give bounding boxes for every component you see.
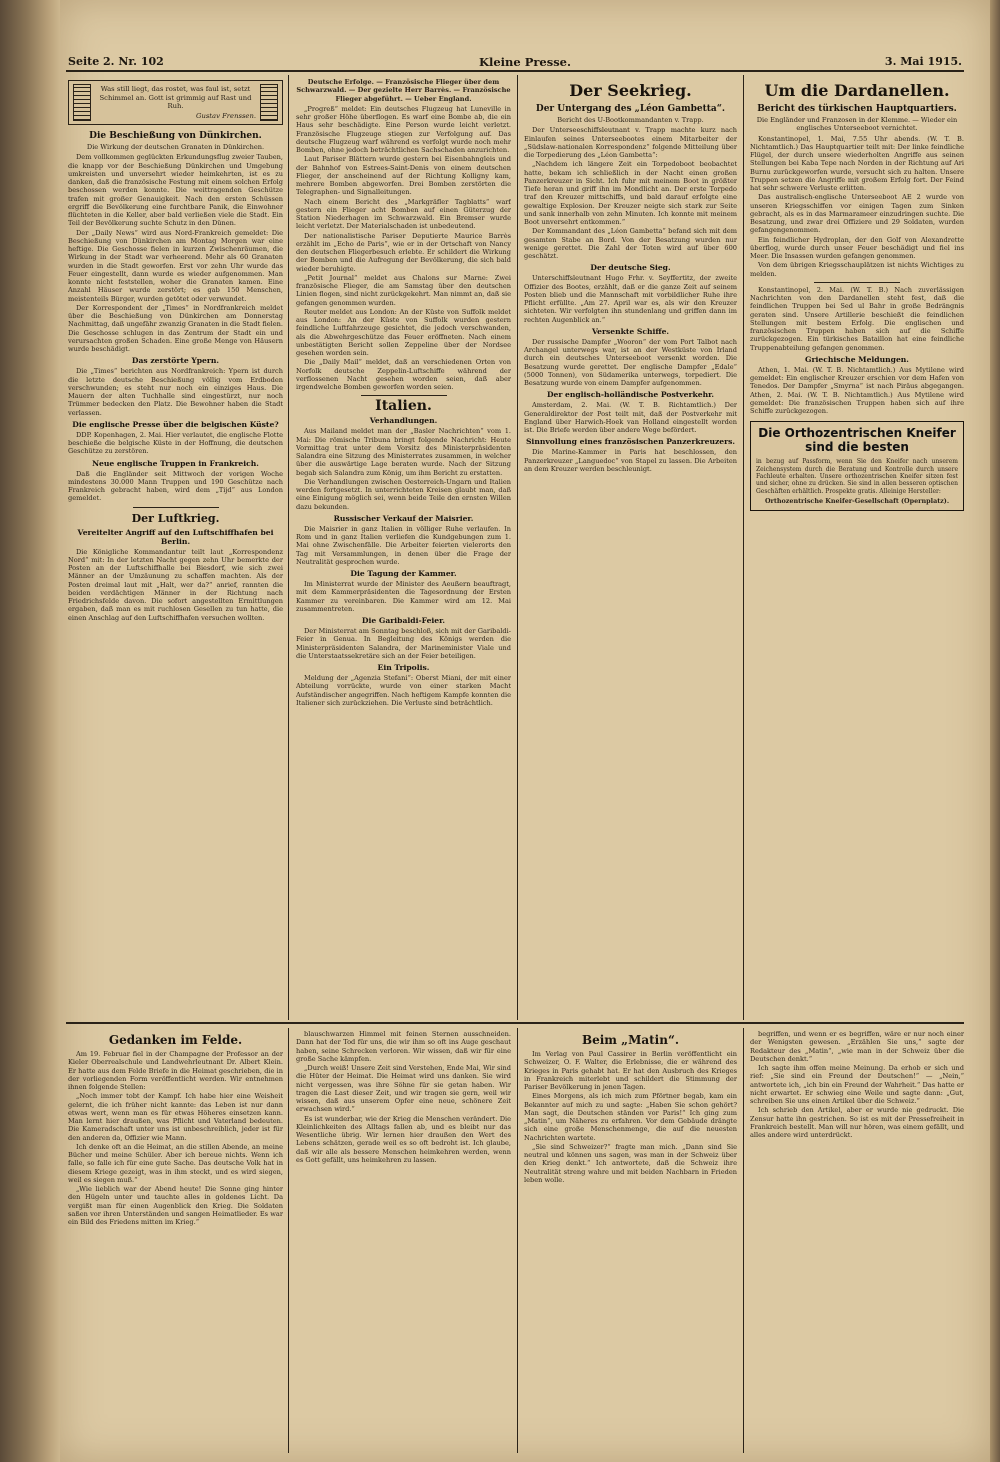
header-rule — [66, 70, 964, 72]
article-paragraph: Ein feindlicher Hydroplan, der den Golf von Alexandrette überflog, wurde durch unser Feuer beschädigt und fiel ins Meer. Die Insassen wurden gefangen genommen. — [750, 235, 964, 260]
newspaper-page — [60, 0, 990, 1462]
subheading: Sinnvollung eines französischen Panzerkreuzers. — [525, 437, 736, 447]
article-paragraph: „Progreß“ meldet: Ein deutsches Flugzeug hat Luneville in sehr großer Höhe überflogen. Es warf eine Bombe ab, die ein Haus sehr beschädigte. Eine Person wurde leicht verletzt. Französische Flugzeuge stiegen zur Verfolgung auf. Das deutsche Flugzeug warf während es verfolgt wurde noch mehr Bomben, ohne jedoch beträchtlichen Sachschaden anzurichten. — [296, 104, 511, 154]
feuilleton-title: Beim „Matin“. — [581, 1033, 680, 1047]
article-byline: Bericht des U-Bootkommandanten v. Trapp. — [557, 116, 704, 124]
article-paragraph: Die Marine-Kammer in Paris hat beschlossen, den Panzerkreuzer „Languedoc“ von Stapel zu lassen. Die Arbeiten an dem Kreuzer werden beschleunigt. — [524, 448, 737, 473]
article-paragraph: Laut Pariser Blättern wurde gestern bei Eisenbahngleis und der Bahnhof von Estrees-Saint-Denis von einem deutschen Flieger, der anscheinend auf der Richtung Kolligny kam, mehrere Bomben abgeworfen. Drei Bomben zerstörten die Telegraphen- und Signalleitungen. — [296, 155, 511, 197]
bottom-column-4 — [750, 1030, 964, 1455]
column-rule — [743, 75, 744, 1020]
article-paragraph: „Noch immer tobt der Kampf. Ich habe hier eine Weisheit gelernt, die ich früher nicht kannte: das Leben ist nur dann etwas wert, wenn man es für etwas Höheres einsetzen kann. Man lernt hier draußen, was Pflicht und Vaterland bedeuten. Die Kameradschaft unter uns ist unbeschreiblich, jeder ist für den anderen da, Offizier wie Mann. — [68, 1092, 283, 1142]
summary-line: Deutsche Erfolge. — Französische Flieger über dem Schwarzwald. — Der gezielte Herr Barrès. — Französische Flieger abgeführt. — Ueber England. — [296, 78, 511, 103]
article-paragraph: „Durch weiß! Unsere Zeit sind Verstehen, Ende Mai, Wir sind die Hüter der Heimat. Die Heimat wird uns danken. Sie wird nicht vergessen, was ihre Söhne für sie getan haben. Wir tragen die Last dieser Zeit, und wir tragen sie gern, weil wir wissen, daß aus unserem Opfer eine neue, schönere Zeit erwachsen wird.“ — [296, 1064, 511, 1114]
subheading: Die englische Presse über die belgischen Küste? — [72, 419, 279, 429]
article-paragraph: DDP. Kopenhagen, 2. Mai. Hier verlautet, die englische Flotte beschieße die belgische Küste in der Hoffnung, die deutschen Geschütze zu zerstören. — [68, 430, 283, 456]
subheading: Der deutsche Sieg. — [590, 263, 671, 273]
poem-author: Gustav Frenssen. — [196, 111, 256, 120]
article-paragraph: Dem vollkommen geglückten Erkundungsflug zweier Tauben, die knapp vor der Beschießung Dünkirchen und Umgebung umkreisten und unversehrt wieder heimkehrten, ist es zu danken, daß die französische Festung mit einem solchen Erfolg beschossen werden konnte. Die weittragenden Geschütze trafen mit großer Genauigkeit. Nach den ersten Schüssen ergriff die Bevölkerung eine furchtbare Panik, die Einwohner flüchteten in die Keller, aber bald verließen viele die Stadt. Ein Teil der Bevölkerung suchte Schutz in den Dünen. — [68, 153, 283, 228]
article-paragraph: Meldung der „Agenzia Stefani“: Oberst Miani, der mit einer Abteilung vorrückte, wurde von einer starken Macht Aufständischer angegriffen. Nach heftigem Kampfe konnten die Italiener sich zurückziehen. Die Verluste sind beträchtlich. — [296, 674, 511, 707]
header-date: 3. Mai 1915. — [884, 55, 962, 68]
section-title: Der Seekrieg. — [569, 81, 692, 100]
ad-title: Die Orthozentrischen Kneifer — [758, 426, 956, 441]
article-paragraph: Reuter meldet aus London: An der Küste von Suffolk meldet aus London: An der Küste von Suffolk wurden gestern feindliche Luftfahrzeuge gesichtet, die jedoch verschwanden, als die Abwehrgeschütze das Feuer eröffneten. Nach einem unbestätigten Bericht sollen Zeppeline über der Nordsee gesehen worden sein. — [296, 307, 511, 357]
column-1 — [68, 78, 283, 1018]
section-title: Italien. — [375, 398, 432, 415]
article-paragraph: Der „Daily News“ wird aus Nord-Frankreich gemeldet: Die Beschießung von Dünkirchen am Montag Morgen war eine heftige. Die Geschosse fielen in kurzen Zwischenräumen, die Wirkung in der Stadt war verheerend. Mehr als 60 Granaten wurden in die Stadt geworfen. Erst vor zehn Uhr wurde das Feuer eingestellt, dann wurde es wieder aufgenommen. Man konnte nicht feststellen, woher die Granaten kamen. Eine Anzahl Häuser wurde zerstört; es gab 150 Menschen, meistenteils Bürger, wurden getötet oder verwundet. — [68, 228, 283, 303]
article-paragraph: „Nachdem ich längere Zeit ein Torpedoboot beobachtet hatte, bekam ich schließlich in der Nacht einen großen Panzerkreuzer in Sicht. Ich fuhr mit meinem Boot in größter Tiefe heran und griff ihn im Mondlicht an. Der erste Torpedo traf den Kreuzer mittschiffs, und bald darauf erfolgte eine gewaltige Explosion. Der Kreuzer neigte sich stark zur Seite und sank innerhalb von zehn Minuten. Ich konnte mit meinem Boot unversehrt entkommen.“ — [524, 160, 737, 226]
subheading: Vereitelter Angriff auf den Luftschiffhafen bei Berlin. — [77, 527, 274, 546]
article-title: Bericht des türkischen Hauptquartiers. — [757, 104, 957, 114]
subheading: Russischer Verkauf der Maisrier. — [333, 513, 474, 523]
article-paragraph: Von dem übrigen Kriegsschauplätzen ist nichts Wichtiges zu melden. — [750, 261, 964, 278]
column-2 — [296, 78, 511, 1018]
ornament-right-icon — [260, 84, 278, 121]
article-paragraph: Konstantinopel, 2. Mai. (W. T. B.) Nach zuverlässigen Nachrichten von den Dardanellen steht fest, daß die feindlichen Truppen bei Sed ul Bahr in große Bedrängnis geraten sind. Unsere Artillerie beschießt die feindlichen Stellungen mit bestem Erfolg. Die englischen und französischen Truppen haben sich auf die Schiffe zurückgezogen. Ein türkisches Bataillon hat eine feindliche Truppenabteilung gefangen genommen. — [750, 285, 964, 352]
subheading: Verhandlungen. — [369, 416, 438, 426]
article-paragraph: Der russische Dampfer „Wooron“ der vom Port Talbot nach Archangel unterwegs war, ist an der Westküste von Irland durch ein deutsches Unterseeboot versenkt worden. Die Besatzung wurde gerettet. Der englische Dampfer „Edale“ (5000 Tonnen), von Südamerika unterwegs, torpediert. Die Besatzung wurde von einem Dampfer aufgenommen. — [524, 337, 737, 387]
column-rule — [517, 75, 518, 1020]
section-title: Der Luftkrieg. — [131, 511, 220, 525]
article-paragraph: Ich sagte ihm offen meine Meinung. Da erhob er sich und rief: „Sie sind ein Freund der Deutschen!“ — „Nein,“ antwortete ich, „ich bin ein Freund der Wahrheit.“ Das hatte er nicht erwartet. Er schwieg eine Weile und sagte dann: „Gut, schreiben Sie uns einen Artikel über die Schweiz.“ — [750, 1064, 964, 1105]
subheading: Der englisch-holländische Postverkehr. — [546, 390, 715, 400]
section-rule — [66, 1022, 964, 1024]
column-3 — [524, 78, 737, 1018]
header-masthead: Kleine Presse. — [478, 55, 572, 69]
section-title: Um die Dardanellen. — [764, 81, 950, 100]
bottom-column-1 — [68, 1030, 283, 1455]
article-paragraph: Die „Daily Mail“ meldet, daß an verschiedenen Orten von Norfolk deutsche Zeppelin-Luftschiffe während der verflossenen Nacht gesehen worden seien, daß aber irgendwelche Bomben geworfen worden seien. — [296, 358, 511, 391]
article-paragraph: Im Ministerrat wurde der Minister des Aeußern beauftragt, mit dem Kammerpräsidenten die Tagesordnung der Ersten Kammer zu vereinbaren. Die Kammer wird am 12. Mai zusammentreten. — [296, 580, 511, 613]
article-paragraph: Nach einem Bericht des „Markgräfler Tagblatts“ warf gestern ein Flieger acht Bomben auf einen Güterzug der Station Niederhagen im Schwarzwald. Ein Bremser wurde leicht verletzt. Der Materialschaden ist unbedeutend. — [296, 197, 511, 231]
article-title: Die Beschießung von Dünkirchen. — [89, 131, 262, 141]
article-paragraph: Der Korrespondent der „Times“ in Nordfrankreich meldet über die Beschießung von Dünkirchen am Donnerstag Nachmittag, daß ungefähr zwanzig Granaten in die Stadt fielen. Die Geschosse schlugen in das Zentrum der Stadt ein und verursachten großen Schaden. Eine große Menge von Häusern wurde beschädigt. — [68, 303, 283, 353]
poem-box — [68, 80, 283, 125]
ad-text: in bezug auf Passform, wenn Sie den Kneifer nach unserem Zeichensystem durch die Beratung und Kontrolle durch unsere Fachleute erhalten. Unsere orthozentrischen Kneifer sitzen fest und sicher, ohne zu drücken. Sie sind in allen besseren optischen Geschäften erhältlich. Prospekte gratis. Alleinige Hersteller: — [756, 458, 958, 495]
article-paragraph: Eines Morgens, als ich mich zum Pförtner begab, kam ein Bekannter auf mich zu und sagte: „Haben Sie schon gehört? Man sagt, die Deutschen ständen vor Paris!“ Ich ging zum „Matin“, um Näheres zu erfahren. Vor dem Gebäude drängte sich eine große Menschenmenge, die auf die neuesten Nachrichten wartete. — [524, 1092, 737, 1142]
ornament-left-icon — [73, 84, 91, 121]
article-paragraph: Der Ministerrat am Sonntag beschloß, sich mit der Garibaldi-Feier in Genua. In Begleitung des Königs werden die Ministerpräsidenten Salandra, der Marineminister Viale und die Unterstaatssekretäre sich an der Feier beteiligen. — [296, 627, 511, 660]
article-paragraph: Die Verhandlungen zwischen Oesterreich-Ungarn und Italien werden fortgesetzt. In unterrichteten Kreisen glaubt man, daß eine Einigung möglich sei, wenn beide Teile den ernsten Willen dazu bekunden. — [296, 477, 511, 511]
article-paragraph: begriffen, und wenn er es begriffen, wäre er nur noch einer der Wenigsten gewesen. „Erzählen Sie uns,“ sagte der Redakteur des „Matin“, „wie man in der Schweiz über die Deutschen denkt.“ — [750, 1030, 964, 1063]
article-paragraph: Der Unterseeschiffsleutnant v. Trapp machte kurz nach Einlaufen seines Unterseebootes einem Mitarbeiter der „Südslaw-nationalen Korrespondenz“ folgende Mitteilung über die Torpedierung des „Léon Gambetta“: — [524, 126, 737, 159]
subheading: Das zerstörte Ypern. — [131, 356, 220, 366]
article-paragraph: Die „Times“ berichten aus Nordfrankreich: Ypern ist durch die letzte deutsche Beschießung völlig vom Erdboden verschwunden; es steht nur noch ein einziges Haus. Die Mauern der alten Tuchhalle sind eingestürzt, nur noch Trümmer bedecken den Platz. Die Bewohner haben die Stadt verlassen. — [68, 367, 283, 417]
subheading: Griechische Meldungen. — [805, 354, 909, 364]
article-paragraph: Der nationalistische Pariser Deputierte Maurice Barrès erzählt im „Echo de Paris“, wie er in der Ortschaft von Nancy den deutschen Fliegerbesuch erlebte. Er schildert die Wirkung der Bomben und die Aufregung der Bevölkerung, die sich bald wieder beruhigte. — [296, 231, 511, 273]
article-paragraph: Am 19. Februar fiel in der Champagne der Professor an der Kieler Oberrealschule und Landwehrleutnant Dr. Albert Klein. Er hatte aus dem Felde Briefe in die Heimat geschrieben, die in der vorliegenden Form veröffentlicht werden. Wir entnehmen ihnen folgende Stellen: — [68, 1050, 283, 1091]
article-paragraph: Das australisch-englische Unterseeboot AE 2 wurde von unseren Kriegsschiffen vor einigen Tagen zum Sinken gebracht, als es in das Marmarameer einzudringen suchte. Die Besatzung, und zwar drei Offiziere und 29 Soldaten, wurden gefangengenommen. — [750, 193, 964, 235]
column-rule — [743, 1028, 744, 1453]
bottom-column-2 — [296, 1030, 511, 1455]
article-paragraph: Die Maisrier in ganz Italien in völliger Ruhe verlaufen. In Rom und in ganz Italien verliefen die Kundgebungen zum 1. Mai ohne Zwischenfälle. Die Arbeiter feierten vielerorts den Tag mit Versammlungen, in denen über die Frage der Neutralität gesprochen wurde. — [296, 524, 511, 566]
ad-subtitle: sind die besten — [805, 440, 909, 455]
divider — [814, 282, 900, 283]
poem-line: Schimmel an. Gott ist grimmig auf Rast und Ruh. — [99, 93, 252, 110]
subheading: Versenkte Schiffe. — [591, 326, 670, 336]
book-spine — [0, 0, 60, 1462]
feuilleton-title: Gedanken im Felde. — [108, 1033, 243, 1047]
poem-line: Was still liegt, das rostet, was faul ist, setzt — [100, 85, 251, 93]
article-paragraph: Es ist wunderbar, wie der Krieg die Menschen verändert. Die Kleinlichkeiten des Alltags fallen ab, und es bleibt nur das Wesentliche übrig. Wir lernen hier draußen den Wert des Lebens schätzen, gerade weil es so oft bedroht ist. Ich glaube, daß wir alle als bessere Menschen heimkehren werden, wenn es Gott gefällt, uns heimkehren zu lassen. — [296, 1114, 511, 1164]
article-paragraph: Im Verlag von Paul Cassirer in Berlin veröffentlicht ein Schweizer, O. F. Walter, die Erlebnisse, die er während des Krieges in Paris gehabt hat. Er hat den Ausbruch des Krieges in Frankreich miterlebt und schildert die Stimmung der Pariser Bevölkerung in jenen Tagen. — [524, 1050, 737, 1091]
article-paragraph: Ich schrieb den Artikel, aber er wurde nie gedruckt. Die Zensur hatte ihn gestrichen. So ist es mit der Pressefreiheit in Frankreich bestellt. Man will nur hören, was einem gefällt, und alles andere wird unterdrückt. — [750, 1106, 964, 1139]
divider — [361, 395, 447, 396]
subheading: Die Tagung der Kammer. — [350, 569, 457, 578]
article-paragraph: Aus Mailand meldet man der „Basler Nachrichten“ vom 1. Mai: Die römische Tribuna bringt folgende Nachricht: Heute Vormittag trat unter dem Vorsitz des Ministerpräsidenten Salandra eine Sitzung des Ministerrates zusammen, in welcher über die auswärtige Lage beraten wurde. Nach der Sitzung begab sich Salandra zum König, um ihm Bericht zu erstatten. — [296, 427, 511, 477]
article-paragraph: „Wie lieblich war der Abend heute! Die Sonne ging hinter den Hügeln unter und tauchte alles in goldenes Licht. Da vergißt man für einen Augenblick den Krieg. Die Soldaten saßen vor ihren Unterständen und sangen Heimatlieder. Es war ein Bild des Friedens mitten im Krieg.“ — [68, 1185, 283, 1226]
article-paragraph: Athen, 1. Mai. (W. T. B. Nichtamtlich.) Aus Mytilene wird gemeldet: Ein englischer Kreuzer erschien vor dem Hafen von Tenedos. Der Dampfer „Smyrna“ ist nach Piräus abgegangen. Athen, 2. Mai. (W. T. B. Nichtamtlich.) Aus Mytilene wird gemeldet: Die französischen Truppen haben sich auf ihre Schiffe zurückgezogen. — [750, 365, 964, 415]
bottom-column-3 — [524, 1030, 737, 1455]
column-rule — [288, 75, 289, 1020]
subheading: Die Garibaldi-Feier. — [361, 616, 446, 625]
article-paragraph: Der Kommandant des „Léon Gambetta“ befand sich mit dem gesamten Stabe an Bord. Von der Besatzung wurden nur wenige gerettet. Die Zahl der Toten wird auf über 600 geschätzt. — [524, 227, 737, 260]
article-paragraph: Ich denke oft an die Heimat, an die stillen Abende, an meine Bücher und meine Schüler. Aber ich bereue nichts. Wenn ich falle, so falle ich für eine gute Sache. Das deutsche Volk hat in diesem Kriege gezeigt, was in ihm steckt, und es wird siegen, weil es siegen muß.“ — [68, 1142, 283, 1184]
article-paragraph: Konstantinopel, 1. Mai, 7.55 Uhr abends. (W. T. B. Nichtamtlich.) Das Hauptquartier teilt mit: Der linke feindliche Flügel, der durch unsere wiederholten Angriffe aus seinen Stellungen bei Kaba Tepe nach Norden in der Richtung auf Ari Burnu zurückgeworfen wurde, versucht sich zu halten. Unsere Truppen setzen die Angriffe mit großem Erfolg fort. Der Feind hat sehr schwere Verluste erlitten. — [750, 134, 964, 192]
subheading: Neue englische Truppen in Frankreich. — [92, 458, 259, 468]
article-title: Der Untergang des „Léon Gambetta“. — [535, 104, 726, 114]
page-edge — [990, 0, 1000, 1462]
article-paragraph: Daß die Engländer seit Mittwoch der vorigen Woche mindestens 30.000 Mann Truppen und 190 Geschütze nach Frankreich gebracht haben, wird dem „Tijd“ aus London gemeldet. — [68, 469, 283, 503]
advertisement-box — [750, 421, 964, 510]
article-subtitle: Die Wirkung der deutschen Granaten in Dünkirchen. — [86, 143, 265, 151]
article-byline: Die Engländer und Franzosen in der Klemme. — Wieder ein englisches Unterseeboot vernichtet. — [756, 116, 958, 133]
article-paragraph: „Petit Journal“ meldet aus Chalons sur Marne: Zwei französische Flieger, die am Samstag über den deutschen Linien flogen, sind nicht zurückgekehrt. Man nimmt an, daß sie gefangen genommen wurden. — [296, 273, 511, 307]
divider — [133, 507, 219, 508]
ad-footer: Orthozentrische Kneifer-Gesellschaft (Opernplatz). — [764, 497, 950, 506]
article-paragraph: Die Königliche Kommandantur teilt laut „Korrespondenz Nord“ mit: In der letzten Nacht gegen zehn Uhr bemerkte der Posten an der Luftschiffhalle bei Biesdorf, wie sich zwei Männer an der Umzäunung zu schaffen machten. Als der Posten dreimal laut mit „Halt, wer da?“ anrief, rannten die beiden verdächtigen Männer in der Richtung nach Friedrichsfelde davon. Die sofort angestellten Ermittlungen ergaben, daß man es mit ruchlosen Gesellen zu tun hatte, die einen Anschlag auf den Luftschiffhafen versuchen wollten. — [68, 547, 283, 622]
column-rule — [517, 1028, 518, 1453]
column-4 — [750, 78, 964, 1018]
article-paragraph: „Sie sind Schweizer?“ fragte man mich. „Dann sind Sie neutral und können uns sagen, was man in der Schweiz über den Krieg denkt.“ Ich antwortete, daß die Schweiz ihre Neutralität streng wahre und mit beiden Nachbarn in Frieden leben wolle. — [524, 1142, 737, 1184]
header-page-number: Seite 2. Nr. 102 — [68, 55, 164, 68]
subheading: Ein Tripolis. — [377, 663, 430, 672]
article-paragraph: blauschwarzen Himmel mit feinen Sternen ausschneiden. Dann hat der Tod für uns, die wir ihm so oft ins Auge geschaut haben, seine Schrecken verloren. Wir wissen, daß wir für eine große Sache kämpfen. — [296, 1030, 511, 1063]
article-paragraph: Amsterdam, 2. Mai. (W. T. B. Richtamtlich.) Der Generaldirektor der Post teilt mit, daß der Postverkehr mit England über Harwich-Hoek van Holland eingestellt worden ist. Die Briefe werden über andere Wege befördert. — [524, 401, 737, 434]
article-paragraph: Unterschiffsleutnant Hugo Frhr. v. Seyffertitz, der zweite Offizier des Bootes, erzählt, daß er die ganze Zeit auf seinem Posten blieb und die Mannschaft mit vorbildlicher Ruhe ihre Pflicht erfüllte. „Am 27. April war es, als wir den Kreuzer sichteten. Wir verfolgten ihn stundenlang und griffen dann im rechten Augenblick an.“ — [524, 274, 737, 324]
column-rule — [288, 1028, 289, 1453]
